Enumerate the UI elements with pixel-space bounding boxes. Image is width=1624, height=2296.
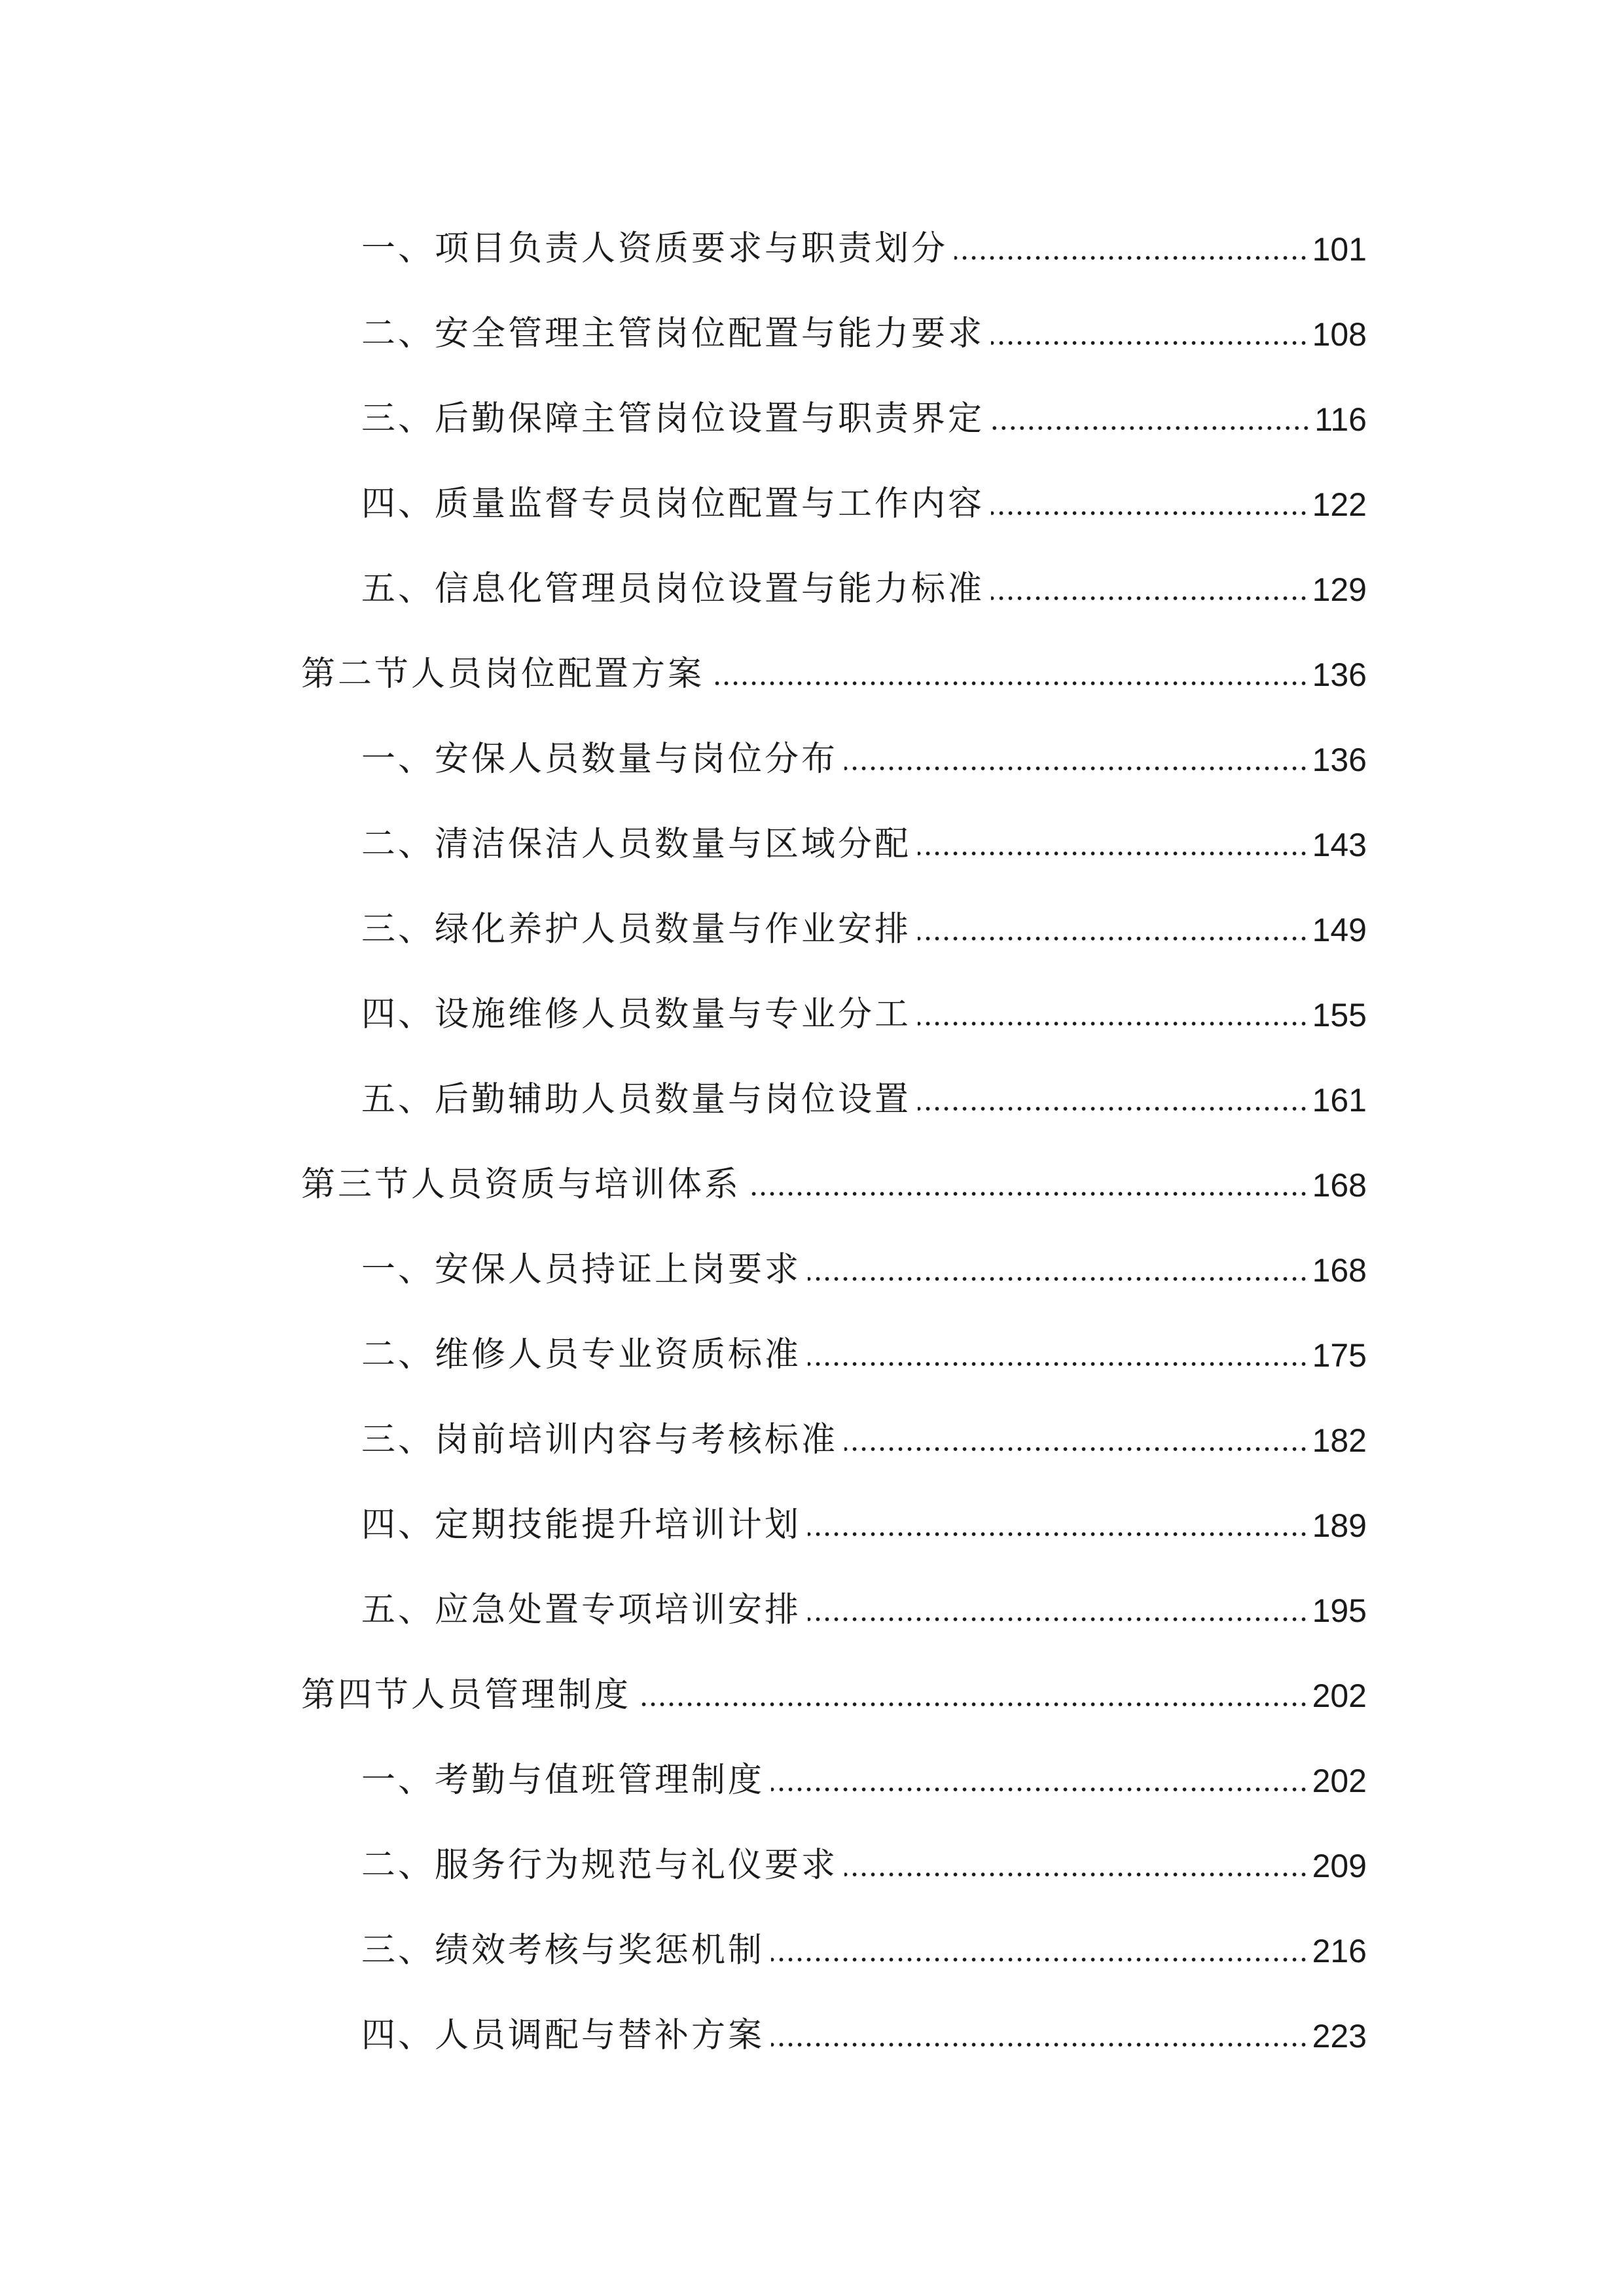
toc-entry-title: 一、安保人员持证上岗要求: [361, 1250, 802, 1289]
toc-entry[interactable]: [361, 1568, 1367, 1631]
toc-entry-title: 四、质量监督专员岗位配置与工作内容: [361, 484, 985, 524]
toc-section-entry[interactable]: [301, 632, 1367, 695]
dot-leader: [918, 1021, 1308, 1026]
toc-entry[interactable]: [361, 377, 1367, 440]
toc-section-entry[interactable]: [301, 1143, 1367, 1206]
toc-entry-page: 101: [1312, 231, 1367, 268]
toc-entry-title: 三、绩效考核与奖惩机制: [361, 1931, 765, 1970]
toc-entry-title: 一、项目负责人资质要求与职责划分: [361, 229, 948, 268]
toc-entry[interactable]: [361, 1398, 1367, 1461]
toc-entry[interactable]: [361, 1994, 1367, 2056]
dot-leader: [748, 1191, 1308, 1196]
toc-entry[interactable]: [361, 1483, 1367, 1546]
dot-leader: [918, 936, 1308, 941]
toc-entry-title: 五、后勤辅助人员数量与岗位设置: [361, 1080, 912, 1119]
dot-leader: [711, 681, 1308, 686]
toc-entry-page: 161: [1312, 1082, 1367, 1119]
toc-entry[interactable]: [361, 888, 1367, 950]
dot-leader: [808, 1361, 1308, 1367]
toc-entry-page: 136: [1312, 656, 1367, 693]
dot-leader: [991, 596, 1308, 601]
dot-leader: [991, 511, 1308, 516]
toc-entry[interactable]: [361, 1738, 1367, 1801]
dot-leader: [954, 255, 1308, 260]
toc-entry-title: 一、考勤与值班管理制度: [361, 1761, 765, 1800]
toc-entry[interactable]: [361, 1228, 1367, 1291]
toc-entry-page: 168: [1312, 1252, 1367, 1289]
toc-entry-page: 202: [1312, 1763, 1367, 1799]
toc-entry-title: 第三节人员资质与培训体系: [301, 1165, 742, 1204]
dot-leader: [771, 1957, 1308, 1962]
toc-entry-page: 116: [1314, 401, 1367, 438]
toc-entry[interactable]: [361, 1058, 1367, 1121]
toc-entry-page: 189: [1312, 1507, 1367, 1544]
dot-leader: [638, 1702, 1308, 1707]
toc-entry-page: 155: [1312, 997, 1367, 1033]
toc-entry-title: 三、绿化养护人员数量与作业安排: [361, 910, 912, 949]
toc-entry-page: 209: [1312, 1848, 1367, 1884]
toc-entry-page: 143: [1312, 827, 1367, 863]
toc-entry-page: 149: [1312, 912, 1367, 948]
toc-entry[interactable]: [361, 292, 1367, 355]
dot-leader: [771, 1787, 1308, 1792]
toc-entry[interactable]: [361, 1823, 1367, 1886]
toc-entry-page: 216: [1312, 1933, 1367, 1969]
toc-entry-page: 108: [1312, 316, 1367, 353]
toc-entry-title: 三、后勤保障主管岗位设置与职责界定: [361, 399, 985, 439]
dot-leader: [844, 1446, 1308, 1452]
dot-leader: [991, 340, 1308, 346]
toc-entry-title: 二、服务行为规范与礼仪要求: [361, 1846, 839, 1885]
toc-entry-title: 二、清洁保洁人员数量与区域分配: [361, 825, 912, 864]
toc-entry[interactable]: [361, 1909, 1367, 1971]
dot-leader: [808, 1532, 1308, 1537]
toc-entry-title: 四、设施维修人员数量与专业分工: [361, 995, 912, 1034]
toc-entry-title: 第四节人员管理制度: [301, 1676, 632, 1715]
toc-entry-title: 五、信息化管理员岗位设置与能力标准: [361, 569, 985, 609]
toc-entry-page: 175: [1312, 1337, 1367, 1374]
toc-entry[interactable]: [361, 802, 1367, 865]
toc-entry[interactable]: [361, 462, 1367, 525]
dot-leader: [918, 851, 1308, 856]
toc-entry-page: 136: [1312, 742, 1367, 778]
toc-section-entry[interactable]: [301, 1653, 1367, 1716]
toc-entry[interactable]: [361, 207, 1367, 270]
toc-entry-page: 182: [1312, 1422, 1367, 1459]
toc-entry-page: 195: [1312, 1592, 1367, 1629]
toc-entry-title: 第二节人员岗位配置方案: [301, 655, 705, 694]
toc-entry-page: 129: [1312, 571, 1367, 608]
toc-entry[interactable]: [361, 717, 1367, 780]
dot-leader: [844, 766, 1308, 771]
toc-entry-title: 四、人员调配与替补方案: [361, 2016, 765, 2055]
dot-leader: [771, 2042, 1308, 2047]
toc-entry-title: 一、安保人员数量与岗位分布: [361, 740, 839, 779]
dot-leader: [808, 1276, 1308, 1282]
dot-leader: [991, 425, 1310, 431]
toc-entry-page: 202: [1312, 1677, 1367, 1714]
toc-entry-title: 二、维修人员专业资质标准: [361, 1335, 802, 1374]
toc-entry-title: 五、应急处置专项培训安排: [361, 1590, 802, 1630]
dot-leader: [808, 1617, 1308, 1622]
toc-entry[interactable]: [361, 1313, 1367, 1376]
toc-entry-title: 三、岗前培训内容与考核标准: [361, 1420, 839, 1460]
toc-entry-page: 223: [1312, 2018, 1367, 2054]
dot-leader: [918, 1106, 1308, 1111]
toc-entry-title: 二、安全管理主管岗位配置与能力要求: [361, 314, 985, 353]
toc-entry[interactable]: [361, 547, 1367, 610]
toc-entry[interactable]: [361, 973, 1367, 1035]
toc-entry-title: 四、定期技能提升培训计划: [361, 1505, 802, 1545]
toc-entry-page: 168: [1312, 1167, 1367, 1204]
dot-leader: [844, 1872, 1308, 1877]
toc-entry-page: 122: [1312, 486, 1367, 523]
